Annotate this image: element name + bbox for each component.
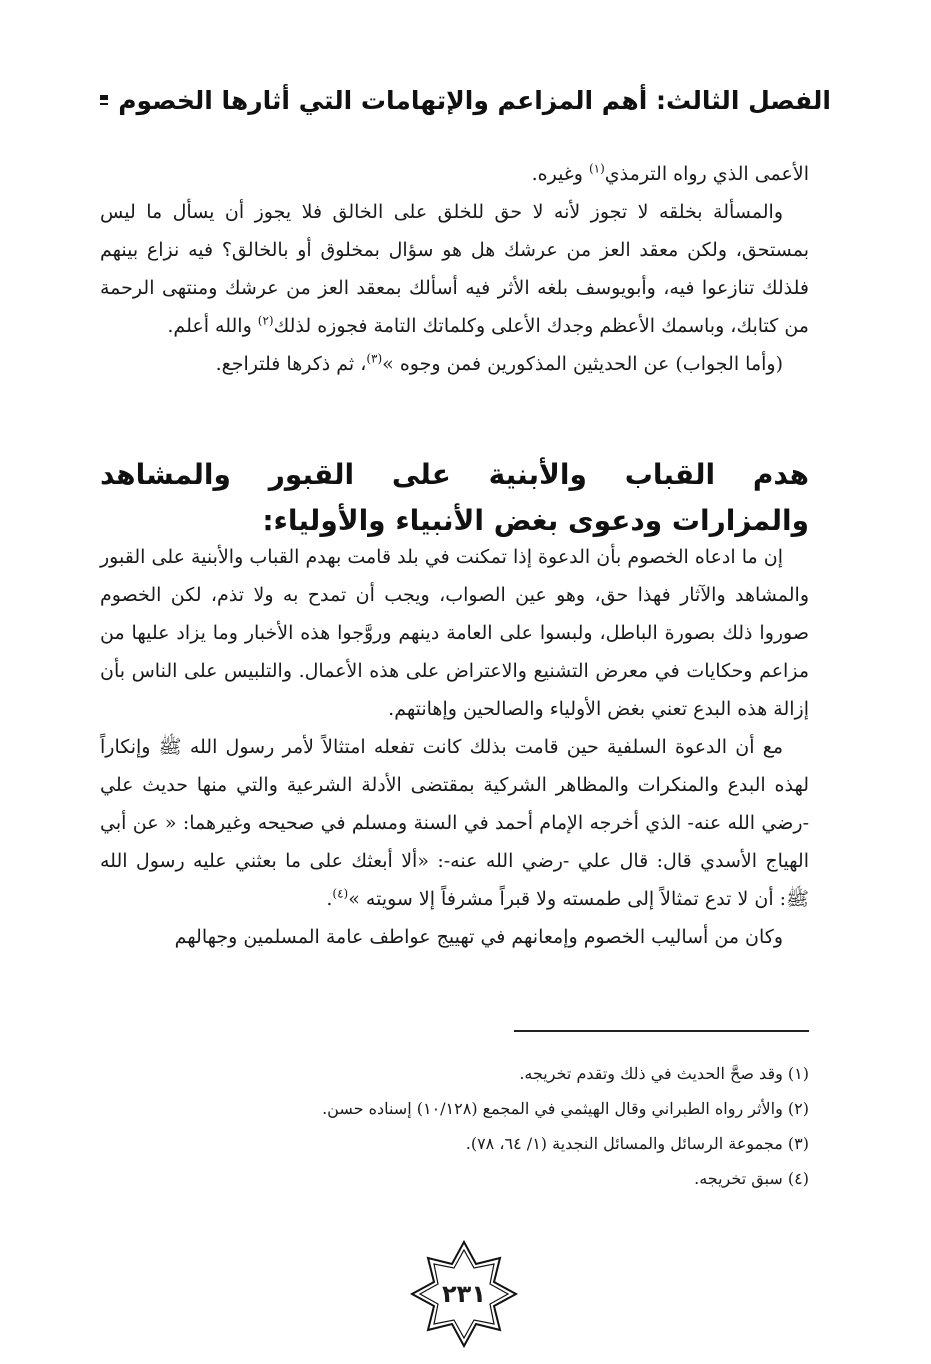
- footnote-separator: [514, 1030, 809, 1032]
- top-text-block: [100, 155, 809, 383]
- footnote: (٤) سبق تخريجه.: [694, 1169, 809, 1188]
- chapter-title: الفصل الثالث: أهم المزاعم والإتهامات التي أثارها الخصوم: [118, 85, 831, 115]
- paragraph: وكان من أساليب الخصوم وإمعانهم في تهييج عواطف عامة المسلمين وجهالهم: [174, 926, 783, 948]
- paragraph: إن ما ادعاه الخصوم بأن الدعوة إذا تمكنت في بلد قامت بهدم القباب والأبنية على القبور والمشاهد والآثار فهذا حق، وهو عين الصواب، ويجب أن تمدح به ولا تذم، لكن الخصوم صوروا ذلك بصورة الباطل، ولبسوا على العامة دينهم وروَّجوا هذه الأخبار وما يزاد عليها من مزاعم وحكايات في معرض التشنيع والاعتراض على هذه الأعمال. والتلبيس على الناس بأن إزالة هذه البدع تعني بغض الأولياء والصالحين وإهانتهم.: [100, 546, 809, 720]
- paragraph: (وأما الجواب) عن الحديثين المذكورين فمن وجوه »$^{(٣)}$، ثم ذكرها فلتراجع.: [215, 351, 783, 375]
- page-number-ornament: [408, 1238, 520, 1350]
- footnote: (٣) مجموعة الرسائل والمسائل النجدية (١/ ٦٤، ٧٨).: [465, 1134, 809, 1153]
- footnote: (٢) والأثر رواه الطبراني وقال الهيثمي في المجمع (١٠/١٢٨) إسناده حسن.: [322, 1099, 809, 1118]
- page-number: ٢٣١: [442, 1280, 486, 1308]
- footnotes: [100, 1056, 809, 1196]
- paragraph: مع أن الدعوة السلفية حين قامت بذلك كانت تفعله امتثالاً لأمر رسول الله ﷺ وإنكاراً لهذه البدع والمنكرات والمظاهر الشركية بمقتضى الأدلة الشرعية والتي منها حديث علي -رضي الله عنه- الذي أخرجه الإمام أحمد في السنة ومسلم في صحيحه وغيرهما: « عن أبي الهياج الأسدي قال: قال علي -رضي الله عنه-: «ألا أبعثك على ما بعثني عليه رسول الله ﷺ: أن لا تدع تمثالاً إلى طمسته ولا قبراً مشرفاً إلا سويته »$^{(٤)}$.: [100, 736, 809, 910]
- bottom-text-block: [100, 538, 809, 956]
- paragraph: والمسألة بخلقه لا تجوز لأنه لا حق للخلق على الخالق فلا يجوز أن يسأل ما ليس بمستحق، ولكن معقد العز من عرشك هل هو سؤال بمخلوق أو بالخالق؟ فيه نزاع بينهم فلذلك تنازعوا فيه، وأبويوسف بلغه الأثر فيه أسألك بمعقد العز من عرشك ومنتهى الرحمة من كتابك، وباسمك الأعظم وجدك الأعلى وكلماتك التامة فجوزه لذلك$^{(٢)}$ والله أعلم.: [100, 201, 809, 337]
- header-rule: [100, 95, 108, 105]
- running-header: [100, 78, 831, 122]
- paragraph: الأعمى الذي رواه الترمذي$^{(١)}$ وغيره.: [531, 161, 809, 185]
- footnote: (١) وقد صحَّ الحديث في ذلك وتقدم تخريجه.: [519, 1064, 809, 1083]
- section-heading: هدم القباب والأبنية على القبور والمشاهد والمزارات ودعوى بغض الأنبياء والأولياء:: [100, 458, 809, 537]
